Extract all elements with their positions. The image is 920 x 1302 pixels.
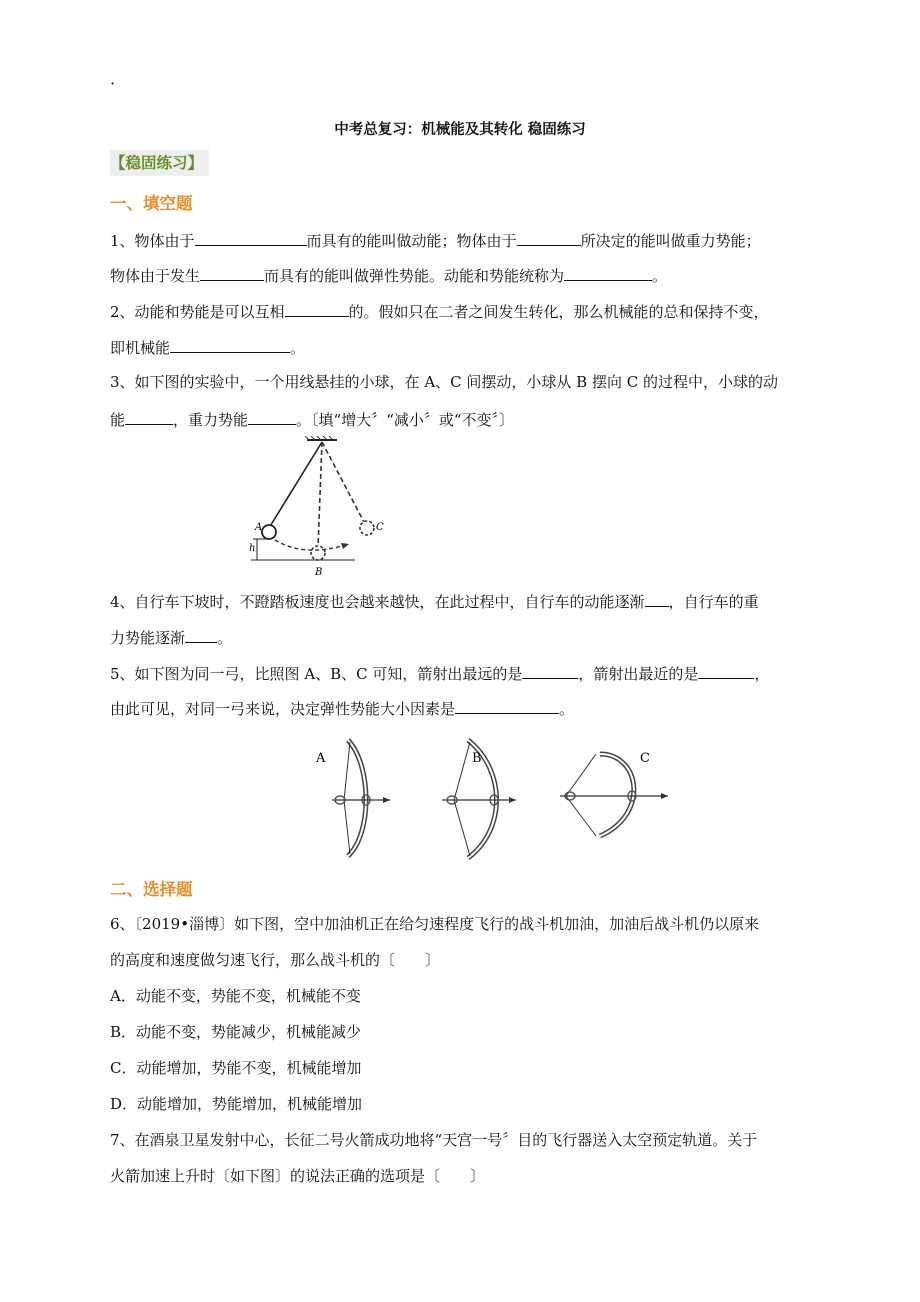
- blank[interactable]: [698, 662, 754, 679]
- string-b: [318, 442, 322, 548]
- page-dot: ·: [110, 74, 116, 93]
- pendulum-figure: [245, 436, 395, 578]
- question-1-line-2: 物体由于发生 而具有的能叫做弹性势能。动能和势能统称为 。: [110, 264, 667, 286]
- practice-tag: 【稳固练习】: [110, 150, 209, 176]
- blank[interactable]: [645, 590, 669, 607]
- question-5-line-1: 5、如下图为同一弓，比照图 A、B、C 可知，箭射出最远的是 ，箭射出最近的是 ，: [110, 662, 769, 684]
- bow-c: [560, 754, 668, 836]
- blank[interactable]: [185, 626, 217, 643]
- question-2-line-1: 2、动能和势能是可以互相 的。假如只在二者之间发生转化，那么机械能的总和保持不变，: [110, 300, 769, 322]
- option-b[interactable]: B．动能不变，势能减少，机械能减少: [110, 1023, 362, 1041]
- question-1-line-1: 1、物体由于 而具有的能叫做动能；物体由于 所决定的能叫做重力势能；: [110, 229, 761, 251]
- question-3-line-1: 3、如下图的实验中，一个用线悬挂的小球，在 A、C 间摆动，小球从 B 摆向 C 的过程中，小球的动: [110, 373, 778, 391]
- blank[interactable]: [248, 408, 296, 425]
- question-4-line-1: 4、自行车下坡时，不蹬踏板速度也会越来越快，在此过程中，自行车的动能逐渐 ，自行车的重: [110, 590, 759, 612]
- question-7-line-1: 7、在酒泉卫星发射中心，长征二号火箭成功地将“天宫一号〞目的飞行器送入太空预定轨道。关于: [110, 1131, 758, 1149]
- ball-b: [311, 546, 325, 560]
- string-c: [322, 442, 365, 524]
- label-b: B: [315, 567, 323, 578]
- label-h: h: [249, 543, 256, 554]
- label-a: A: [255, 522, 263, 533]
- blank[interactable]: [195, 229, 307, 246]
- label-bow-a: A: [316, 751, 326, 766]
- question-2-line-2: 即机械能 。: [110, 336, 305, 358]
- blank[interactable]: [170, 336, 290, 353]
- blank[interactable]: [200, 264, 264, 281]
- blank[interactable]: [517, 229, 581, 246]
- question-3-line-2: 能 ，重力势能 。〔填“增大〞“减小〞或“不变〞〕: [110, 408, 514, 430]
- string-a: [269, 442, 322, 528]
- question-6-line-2: 的高度和速度做匀速飞行，那么战斗机的〔 〕: [110, 951, 441, 969]
- blank[interactable]: [285, 300, 349, 317]
- bows-figure: [310, 736, 680, 864]
- section-multiple-choice: 二、选择题: [110, 880, 193, 899]
- option-a[interactable]: A．动能不变，势能不变，机械能不变: [110, 987, 361, 1005]
- blank[interactable]: [564, 264, 652, 281]
- blank[interactable]: [455, 697, 559, 714]
- label-bow-b: B: [472, 751, 482, 766]
- option-c[interactable]: C．动能增加，势能不变，机械能增加: [110, 1059, 362, 1077]
- blank[interactable]: [522, 662, 578, 679]
- label-bow-c: C: [640, 751, 650, 766]
- bow-a: [332, 740, 390, 856]
- section-fill-in: 一、填空题: [110, 194, 193, 213]
- question-7-line-2: 火箭加速上升时〔如下图〕的说法正确的选项是〔 〕: [110, 1167, 486, 1185]
- option-d[interactable]: D．动能增加，势能增加，机械能增加: [110, 1095, 363, 1113]
- question-4-line-2: 力势能逐渐 。: [110, 626, 232, 648]
- label-c: C: [376, 522, 384, 533]
- question-5-line-2: 由此可见，对同一弓来说，决定弹性势能大小因素是 。: [110, 697, 574, 719]
- page-title: 中考总复习：机械能及其转化 稳固练习: [334, 122, 586, 138]
- ball-c: [360, 521, 374, 535]
- arc-arrow: [341, 543, 349, 549]
- ball-a: [262, 525, 276, 539]
- blank[interactable]: [125, 408, 173, 425]
- question-6-line-1: 6、〔2019•淄博〕如下图，空中加油机正在给匀速程度飞行的战斗机加油，加油后战斗机仍以原来: [110, 915, 760, 933]
